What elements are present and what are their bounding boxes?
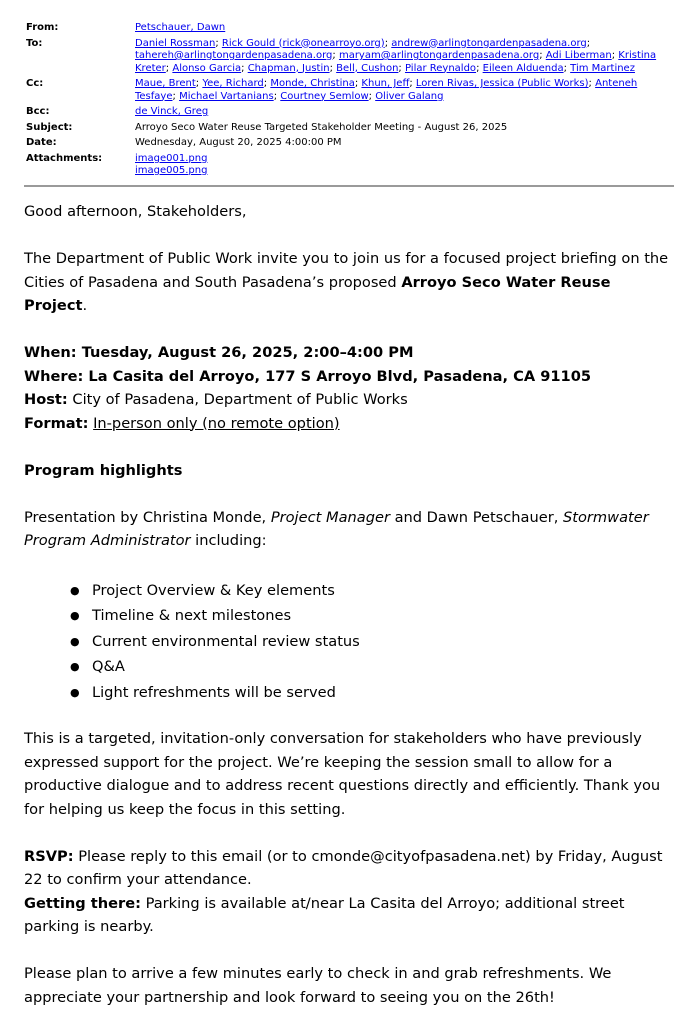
list-item: ● Current environmental review status: [70, 629, 674, 655]
from-link[interactable]: Petschauer, Dawn: [135, 22, 226, 33]
attachments-row: [26, 153, 666, 178]
presentation-paragraph: Presentation by Christina Monde, Project Manager and Dawn Petschauer, Stormwater Program Administrator including:: [24, 508, 649, 549]
bcc-row: [26, 106, 666, 119]
recipient-link[interactable]: Oliver Galang: [375, 90, 444, 102]
list-item: ● Q&A: [70, 654, 674, 680]
subject-label: Subject:: [26, 121, 73, 133]
recipient-link[interactable]: Bell, Cushon: [336, 62, 399, 74]
recipient-link[interactable]: Yee, Richard: [202, 78, 264, 89]
intro-paragraph: The Department of Public Work invite you to join us for a focused project briefing on the Cities of Pasadena and South Pasadena’s proposed Arroyo Seco Water Reuse Project.: [24, 250, 669, 314]
recipient-link[interactable]: Rick Gould (rick@onearroyo.org): [221, 37, 385, 49]
recipient-link[interactable]: Khun, Jeff: [361, 78, 410, 89]
host-line: [24, 388, 674, 412]
recipient-link[interactable]: Pilar Reynaldo: [404, 62, 477, 74]
header-divider: [24, 185, 674, 187]
greeting: Good afternoon, Stakeholders,: [24, 203, 247, 220]
from-row: [26, 22, 666, 35]
to-recipients: Daniel Rossman; Rick Gould (rick@onearroyo.org); andrew@arlingtongardenpasadena.org; tahereh@arlingtongardenpasadena.org; maryam@arlingtongardenpasadena.org; Adi Liberman; Kristina Kreter; Alonso Garcia; Chapman, Justin; Bell, Cushon; Pilar Reynaldo; Eileen Alduenda; Tim Martinez: [135, 37, 657, 74]
getting-there-label: Getting there:: [24, 894, 141, 912]
rsvp-text: Please reply to this email (or to cmonde@cityofpasadena.net) by Friday, August 22 to confirm your attendance.: [24, 847, 663, 888]
list-item: ● Project Overview & Key elements: [70, 578, 674, 604]
host-label: Host:: [24, 391, 68, 408]
attachments-label: Attachments:: [26, 152, 103, 164]
recipient-link[interactable]: Alonso Garcia: [172, 62, 242, 74]
to-label: To:: [26, 37, 43, 49]
recipient-link[interactable]: Daniel Rossman: [135, 37, 216, 49]
recipient-link[interactable]: tahereh@arlingtongardenpasadena.org: [135, 50, 333, 61]
recipient-link[interactable]: Eileen Alduenda: [482, 62, 564, 74]
highlights-heading: Program highlights: [24, 461, 183, 479]
project-name: Arroyo Seco Water Reuse Project: [24, 273, 611, 314]
getting-there-paragraph: [24, 892, 674, 939]
recipient-link[interactable]: Monde, Christina: [270, 78, 355, 89]
recipient-link[interactable]: Chapman, Justin: [247, 62, 330, 74]
getting-there-text: Parking is available at/near La Casita del Arroyo; additional street parking is nearby.: [24, 894, 625, 935]
bcc-link[interactable]: de Vinck, Greg: [135, 106, 209, 117]
recipient-link[interactable]: Courtney Semlow: [280, 90, 369, 102]
format-value: In-person only (no remote option): [93, 414, 340, 432]
recipient-link[interactable]: Maue, Brent: [135, 78, 196, 89]
date-label: Date:: [26, 137, 57, 148]
subject-value: Arroyo Seco Water Reuse Targeted Stakeholder Meeting - August 26, 2025: [135, 121, 508, 133]
recipient-link[interactable]: Adi Liberman: [545, 50, 612, 61]
recipient-link[interactable]: Loren Rivas, Jessica (Public Works): [415, 78, 589, 89]
attachments-list: [135, 153, 666, 178]
email-body: [24, 200, 674, 1009]
email-header: [26, 22, 666, 181]
recipient-link[interactable]: maryam@arlingtongardenpasadena.org: [338, 50, 540, 61]
date-row: [26, 137, 666, 150]
cc-label: Cc:: [26, 78, 44, 89]
attachment-link[interactable]: image001.png: [135, 152, 208, 164]
subject-row: [26, 122, 666, 135]
targeted-paragraph: This is a targeted, invitation-only conversation for stakeholders who have previously expressed support for the project. We’re keeping the session small to allow for a productive dialogue and to address recent questions directly and efficiently. Thank you for helping us keep the focus in this setting.: [24, 730, 661, 818]
rsvp-label: RSVP:: [24, 847, 74, 865]
list-item: ● Timeline & next milestones: [70, 603, 674, 629]
date-value: Wednesday, August 20, 2025 4:00:00 PM: [135, 137, 342, 148]
recipient-link[interactable]: Tim Martinez: [570, 62, 635, 74]
highlights-list: [24, 578, 674, 706]
where-line: Where: La Casita del Arroyo, 177 S Arroyo Blvd, Pasadena, CA 91105: [24, 367, 592, 385]
recipient-link[interactable]: Kristina Kreter: [135, 50, 657, 74]
recipient-link[interactable]: Anteneh Tesfaye: [135, 78, 638, 102]
recipient-link[interactable]: Michael Vartanians: [179, 90, 274, 102]
from-label: From:: [26, 22, 59, 33]
to-row: [26, 38, 666, 76]
list-item: ● Light refreshments will be served: [70, 680, 674, 706]
cc-recipients: Maue, Brent; Yee, Richard; Monde, Christina; Khun, Jeff; Loren Rivas, Jessica (Public Works); Anteneh Tesfaye; Michael Vartanians; Courtney Semlow; Oliver Galang: [135, 78, 638, 102]
role-project-manager: Project Manager: [270, 508, 390, 526]
recipient-link[interactable]: andrew@arlingtongardenpasadena.org: [391, 37, 587, 49]
format-line: [24, 412, 674, 436]
role-stormwater-admin: Stormwater Program Administrator: [24, 508, 649, 549]
format-label: Format:: [24, 414, 89, 432]
rsvp-paragraph: [24, 845, 674, 892]
bcc-label: Bcc:: [26, 106, 50, 117]
when-line: When: Tuesday, August 26, 2025, 2:00–4:00 PM: [24, 344, 414, 361]
attachment-link[interactable]: image005.png: [135, 165, 208, 176]
cc-row: [26, 78, 666, 103]
host-value: City of Pasadena, Department of Public Works: [67, 391, 408, 408]
closing-paragraph: Please plan to arrive a few minutes early to check in and grab refreshments. We appreciate your partnership and look forward to seeing you on the 26th!: [24, 965, 612, 1006]
